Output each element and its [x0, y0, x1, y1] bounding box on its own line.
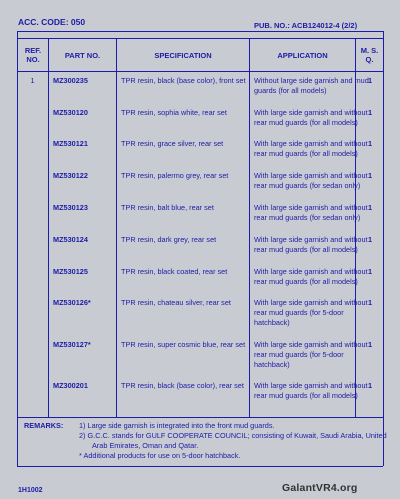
specification: TPR resin, black (base color), rear set — [121, 381, 244, 390]
application: With large side garnish and without rear mud guards (for all models) — [254, 108, 368, 127]
specification: TPR resin, black (base color), front set — [121, 76, 246, 85]
part-number: MZ530121 — [53, 139, 88, 148]
application: With large side garnish and without rear mud guards (for all models) — [254, 267, 368, 286]
quantity: 1 — [367, 298, 373, 307]
remarks-bottom-rule — [17, 466, 383, 467]
application: With large side garnish and without rear mud guards (for 5-door hatchback) — [254, 298, 368, 327]
application: Without large side garnish and mud guards (for all models) — [254, 76, 369, 95]
part-number: MZ530120 — [53, 108, 88, 117]
table-top-border — [17, 31, 383, 32]
quantity: 1 — [367, 139, 373, 148]
part-number: MZ530127* — [53, 340, 91, 349]
quantity: 1 — [367, 381, 373, 390]
remark-item: 2) G.C.C. stands for GULF COOPERATE COUNCIL; consisting of Kuwait, Saudi Arabia, United Arab Emirates, Oman and Qatar. — [79, 431, 387, 450]
table-header-bottom-rule — [17, 71, 383, 72]
quantity: 1 — [367, 203, 373, 212]
column-header-msq: M. S. Q. — [360, 46, 379, 64]
specification: TPR resin, chateau silver, rear set — [121, 298, 231, 307]
watermark: GalantVR4.org — [282, 482, 358, 494]
quantity: 1 — [367, 76, 373, 85]
quantity: 1 — [367, 235, 373, 244]
remarks-label: REMARKS: — [24, 421, 64, 430]
part-number: MZ530124 — [53, 235, 88, 244]
application: With large side garnish and without rear mud guards (for 5-door hatchback) — [254, 340, 368, 369]
application: With large side garnish and without rear mud guards (for all models) — [254, 381, 368, 400]
table-left-border — [17, 31, 18, 466]
column-header-ref: REF. NO. — [24, 46, 42, 64]
quantity: 1 — [367, 108, 373, 117]
specification: TPR resin, sophia white, rear set — [121, 108, 227, 117]
quantity: 1 — [367, 340, 373, 349]
publication-number: PUB. NO.: ACB124012-4 (2/2) — [254, 21, 358, 30]
part-number: MZ530122 — [53, 171, 88, 180]
part-number: MZ530123 — [53, 203, 88, 212]
quantity: 1 — [367, 171, 373, 180]
table-right-border — [383, 31, 384, 466]
accessory-code: ACC. CODE: 050 — [18, 17, 86, 27]
part-number: MZ300235 — [53, 76, 88, 85]
remarks-body — [79, 421, 389, 461]
specification: TPR resin, dark grey, rear set — [121, 235, 217, 244]
specification: TPR resin, palermo grey, rear set — [121, 171, 229, 180]
remark-item: 1) Large side garnish is integrated into the front mud guards. — [79, 421, 275, 430]
page-code: 1H1002 — [18, 487, 43, 494]
specification: TPR resin, balt blue, rear set — [121, 203, 214, 212]
specification: TPR resin, super cosmic blue, rear set — [121, 340, 246, 349]
application: With large side garnish and without rear mud guards (for sedan only) — [254, 203, 368, 222]
table-bottom-rule — [17, 417, 383, 418]
part-number: MZ300201 — [53, 381, 88, 390]
application: With large side garnish and without rear mud guards (for all models) — [254, 139, 368, 158]
column-header-spec: SPECIFICATION — [154, 50, 212, 60]
part-number: MZ530126* — [53, 298, 91, 307]
column-divider — [48, 38, 49, 417]
remark-item: * Additional products for use on 5-door hatchback. — [79, 451, 241, 460]
column-header-application: APPLICATION — [277, 50, 328, 60]
quantity: 1 — [367, 267, 373, 276]
ref-number: 1 — [30, 76, 35, 85]
application: With large side garnish and without rear mud guards (for sedan only) — [254, 171, 368, 190]
part-number: MZ530125 — [53, 267, 88, 276]
column-divider — [116, 38, 117, 417]
application: With large side garnish and without rear mud guards (for all models) — [254, 235, 368, 254]
column-header-part: PART NO. — [64, 50, 101, 60]
specification: TPR resin, grace silver, rear set — [121, 139, 224, 148]
specification: TPR resin, black coated, rear set — [121, 267, 228, 276]
column-divider — [249, 38, 250, 417]
